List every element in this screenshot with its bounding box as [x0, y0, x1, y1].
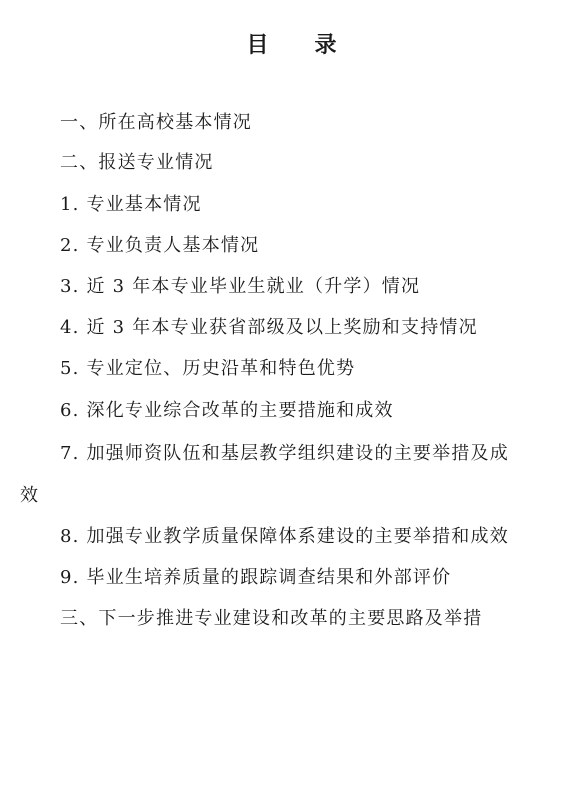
toc-item-section-1: 一、所在高校基本情况 [60, 112, 252, 133]
toc-item-9: 9. 毕业生培养质量的跟踪调查结果和外部评价 [60, 567, 452, 588]
toc-item-4: 4. 近 3 年本专业获省部级及以上奖励和支持情况 [60, 317, 478, 338]
toc-item-3: 3. 近 3 年本专业毕业生就业（升学）情况 [60, 276, 421, 297]
toc-item-5: 5. 专业定位、历史沿革和特色优势 [60, 358, 356, 379]
toc-item-7: 7. 加强师资队伍和基层教学组织建设的主要举措及成 [60, 443, 509, 464]
toc-item-7-continuation: 效 [20, 485, 40, 506]
title-char-2: 录 [314, 32, 339, 58]
title-char-1: 目 [246, 32, 271, 58]
toc-item-2: 2. 专业负责人基本情况 [60, 235, 260, 256]
toc-item-section-2: 二、报送专业情况 [60, 152, 214, 173]
toc-item-8: 8. 加强专业教学质量保障体系建设的主要举措和成效 [60, 526, 509, 547]
toc-item-section-3: 三、下一步推进专业建设和改革的主要思路及举措 [60, 608, 483, 629]
toc-item-1: 1. 专业基本情况 [60, 194, 202, 215]
toc-item-6: 6. 深化专业综合改革的主要措施和成效 [60, 400, 394, 421]
